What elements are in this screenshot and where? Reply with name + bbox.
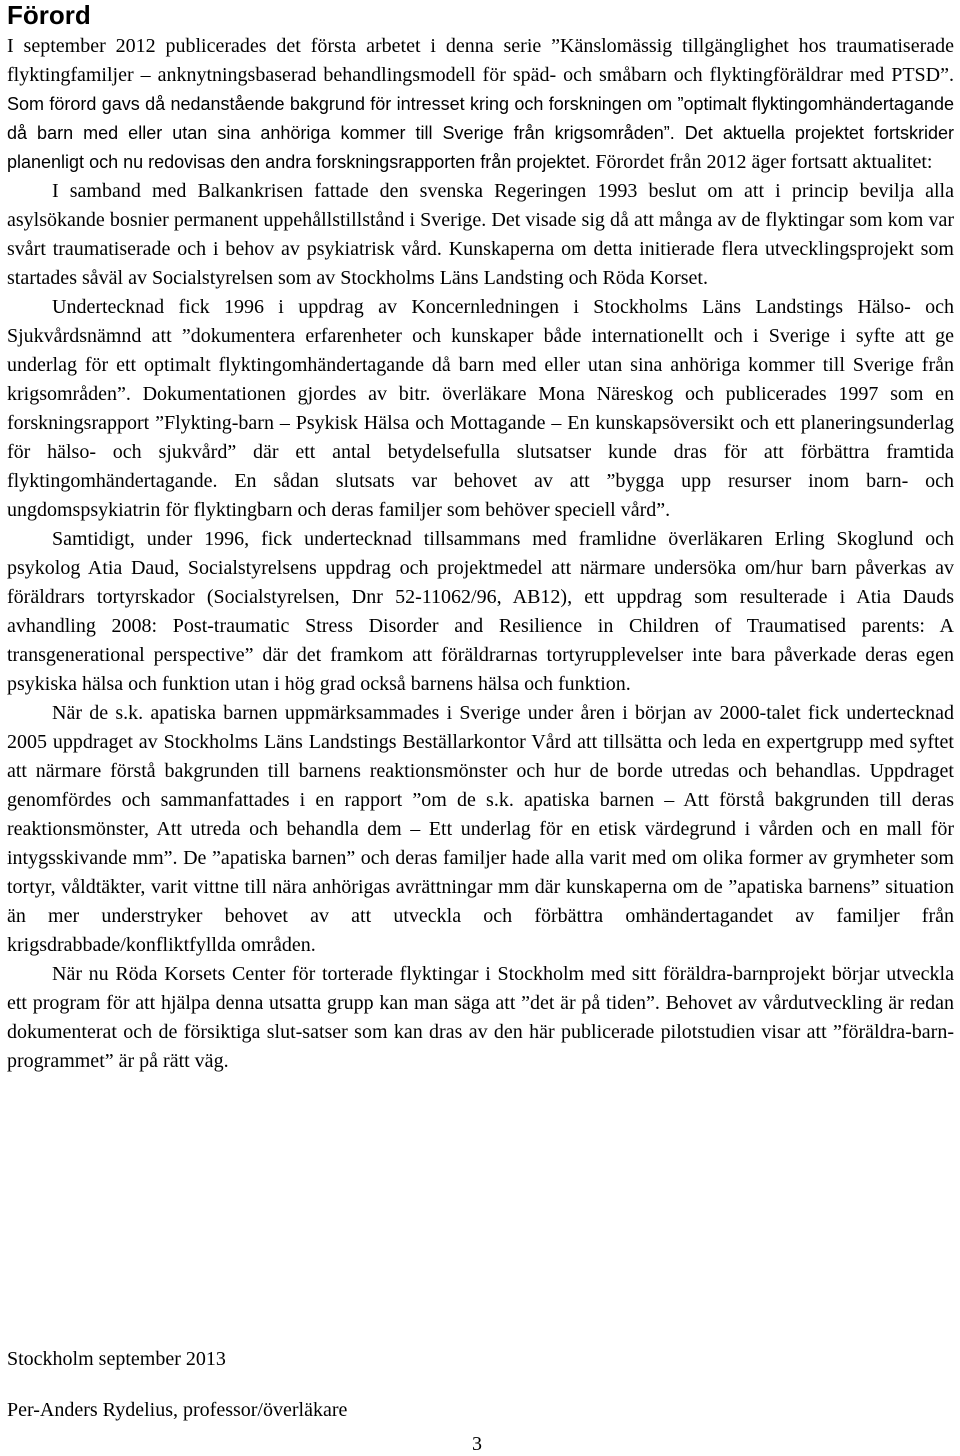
paragraph-red-cross-project: När nu Röda Korsets Center för torterade flyktingar i Stockholm med sitt föräldra-barnprojekt börjar utveckla ett program för att hjälpa denna utsatta grupp kan man säga att ”det är på tiden”. Behovet av vårdutveckling är redan dokumenterat och de försiktiga slut-satser som kan dras av den här publicerade pilotstudien visar att ”föräldra-barn-programmet” är på rätt väg. <box>7 963 954 1072</box>
paragraph-balkan: I samband med Balkankrisen fattade den svenska Regeringen 1993 beslut om att i princip bevilja alla asylsökande bosnier permanent uppehållstillstånd i Sverige. Det visade sig då att många av de flyktingar som kom var svårt traumatiserade och i behov av psykiatrisk vård. Kunskaperna om detta initierade flera utvecklingsprojekt som startades såväl av Socialstyrelsen som av Stockholms Läns Landsting och Röda Korset. <box>7 180 954 289</box>
intro-text-sans: Som förord gavs då nedanstående bakgrund för intresset kring och forskningen om ”optimalt flyktingomhändertagande då barn med eller utan sina anhöriga kommer till Sverige från krigsområden”. Det aktuella projektet fortskrider planenligt och nu redovisas den andra forskningsrapporten från projektet. <box>7 94 954 172</box>
paragraph-1996-assignment: Undertecknad fick 1996 i uppdrag av Koncernledningen i Stockholms Läns Landstings Hälso- och Sjukvårdsnämnd att ”dokumentera erfarenheter och kunskaper både internationellt och i Sverige i syfte att ge underlag för ett optimalt flyktingomhändertagande då barn med eller utan sina anhöriga kommer till Sverige från krigsområden”. Dokumentationen gjordes av bitr. överläkare Mona Näreskog och publicerades 1997 som en forskningsrapport ”Flykting-barn – Psykisk Hälsa och Mottagande – En kunskapsöversikt och ett planeringsunderlag för hälso- och sjukvård” där ett antal betydelsefulla slutsatser kunde dras för att förbättra framtida flyktingomhändertagande. En sådan slutsats var behovet av att ”bygga upp resurser inom barn- och ungdomspsykiatrin för flyktingbarn och deras familjer som behöver speciell vård”. <box>7 296 954 521</box>
document-body <box>7 32 954 1076</box>
signature: Per-Anders Rydelius, professor/överläkare <box>7 1399 348 1421</box>
intro-text-serif-2: Förordet från 2012 äger fortsatt aktualitet: <box>590 151 933 173</box>
place-date: Stockholm september 2013 <box>7 1348 226 1370</box>
intro-text-serif-1: I september 2012 publicerades det första arbetet i denna serie ”Känslomässig tillgänglighet hos traumatiserade flyktingfamiljer – anknytningsbaserad behandlingsmodell för späd- och småbarn och flyktingföräldrar med PTSD”. <box>7 35 954 86</box>
intro-paragraph <box>7 32 954 177</box>
document-page <box>7 0 954 1421</box>
page-number: 3 <box>472 1433 482 1455</box>
paragraph-torture-study: Samtidigt, under 1996, fick undertecknad tillsammans med framlidne överläkaren Erling Skoglund och psykolog Atia Daud, Socialstyrelsens uppdrag och projektmedel att närmare undersöka om/hur barn påverkas av föräldrars tortyrskador (Socialstyrelsen, Dnr 52-11062/96, AB12), ett uppdrag som resulterade i Atia Dauds avhandling 2008: Post-traumatic Stress Disorder and Resilience in Children of Traumatised parents: A transgenerational perspective” där det framkom att föräldrarnas tortyrupplevelser inte bara påverkade deras egen psykiska hälsa och funktion utan i hög grad också barnens hälsa och funktion. <box>7 528 954 695</box>
page-title: Förord <box>7 0 91 30</box>
paragraph-apathetic-children: När de s.k. apatiska barnen uppmärksammades i Sverige under åren i början av 2000-talet fick undertecknad 2005 uppdraget av Stockholms Läns Landstings Beställarkontor Vård att tillsätta och leda en expertgrupp med syftet att närmare förstå bakgrunden till barnens reaktionsmönster och hur de borde utredas och behandlas. Uppdraget genomfördes och sammanfattades i en rapport ”om de s.k. apatiska barnen – Att förstå bakgrunden till deras reaktionsmönster, Att utreda och behandla dem – Ett underlag för en etisk värdegrund i vården och en mall för intygsskivande mm”. De ”apatiska barnen” och deras familjer hade alla varit med om olika former av grymheter som tortyr, våldtäkter, varit vittne till nära anhörigas avrättningar mm där kunskaperna om de ”apatiska barnens” situation än mer understryker behovet av att utveckla och förbättra omhändertagandet av familjer från krigsdrabbade/konfliktfyllda områden. <box>7 702 954 956</box>
